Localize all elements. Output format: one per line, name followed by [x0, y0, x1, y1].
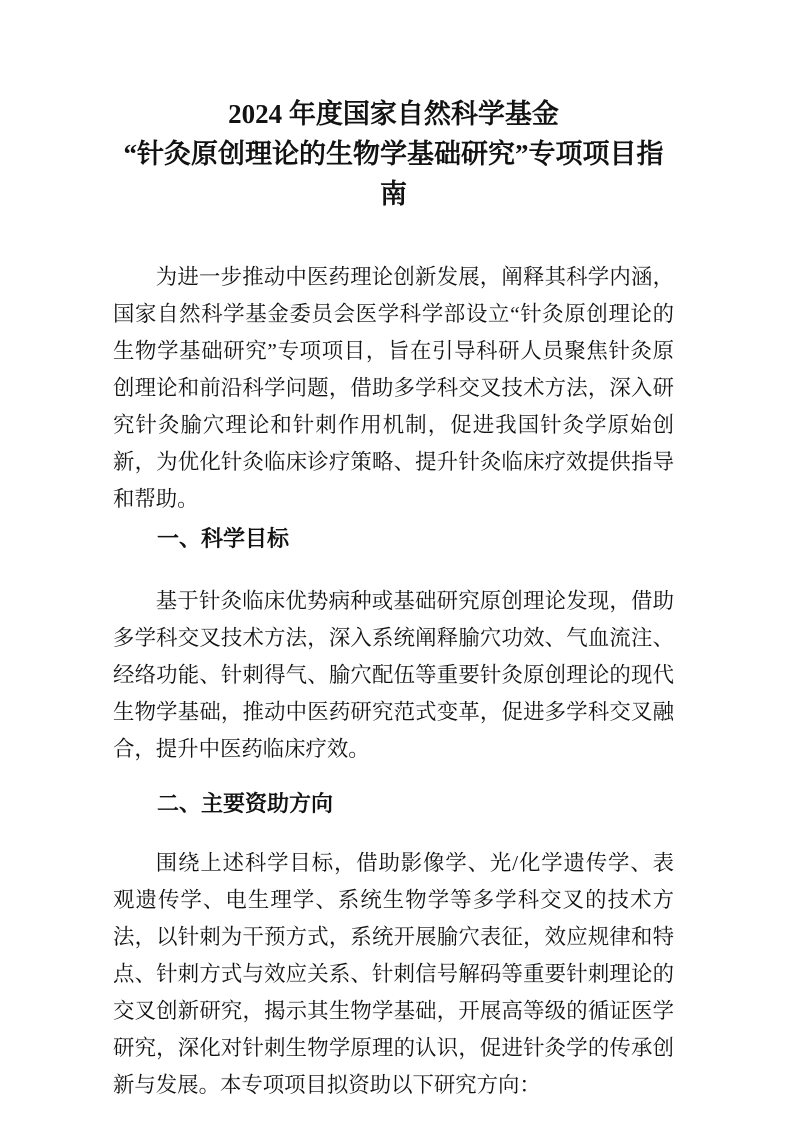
document-heading: 一、科学目标: [157, 526, 290, 551]
document-blocks: [113, 259, 674, 1104]
document-paragraph: 基于针灸临床优势病种或基础研究原创理论发现，借助多学科交叉技术方法，深入系统阐释腧穴功效、气血流注、经络功能、针刺得气、腧穴配伍等重要针灸原创理论的现代生物学基础，推动中医药研究范式变革，促进多学科交叉融合，提升中医药临床疗效。: [113, 589, 674, 761]
document-heading: 二、主要资助方向: [157, 791, 334, 816]
title-line-1: 2024 年度国家自然科学基金: [228, 99, 559, 129]
document-content: [113, 94, 674, 1104]
document-title: [113, 94, 674, 214]
document-paragraph: 围绕上述科学目标，借助影像学、光/化学遗传学、表观遗传学、电生理学、系统生物学等多学科交叉的技术方法，以针刺为干预方式，系统开展腧穴表征，效应规律和特点、针刺方式与效应关系、针刺信号解码等重要针刺理论的交叉创新研究，揭示其生物学基础，开展高等级的循证医学研究，深化对针刺生物学原理的认识，促进针灸学的传承创新与发展。本专项项目拟资助以下研究方向：: [113, 851, 674, 1097]
document-paragraph: 为进一步推动中医药理论创新发展，阐释其科学内涵，国家自然科学基金委员会医学科学部设立“针灸原创理论的生物学基础研究”专项项目，旨在引导科研人员聚焦针灸原创理论和前沿科学问题，借助多学科交叉技术方法，深入研究针灸腧穴理论和针刺作用机制，促进我国针灸学原始创新，为优化针灸临床诊疗策略、提升针灸临床疗效提供指导和帮助。: [113, 265, 674, 511]
title-line-2: “针灸原创理论的生物学基础研究”专项项目指南: [123, 139, 664, 209]
